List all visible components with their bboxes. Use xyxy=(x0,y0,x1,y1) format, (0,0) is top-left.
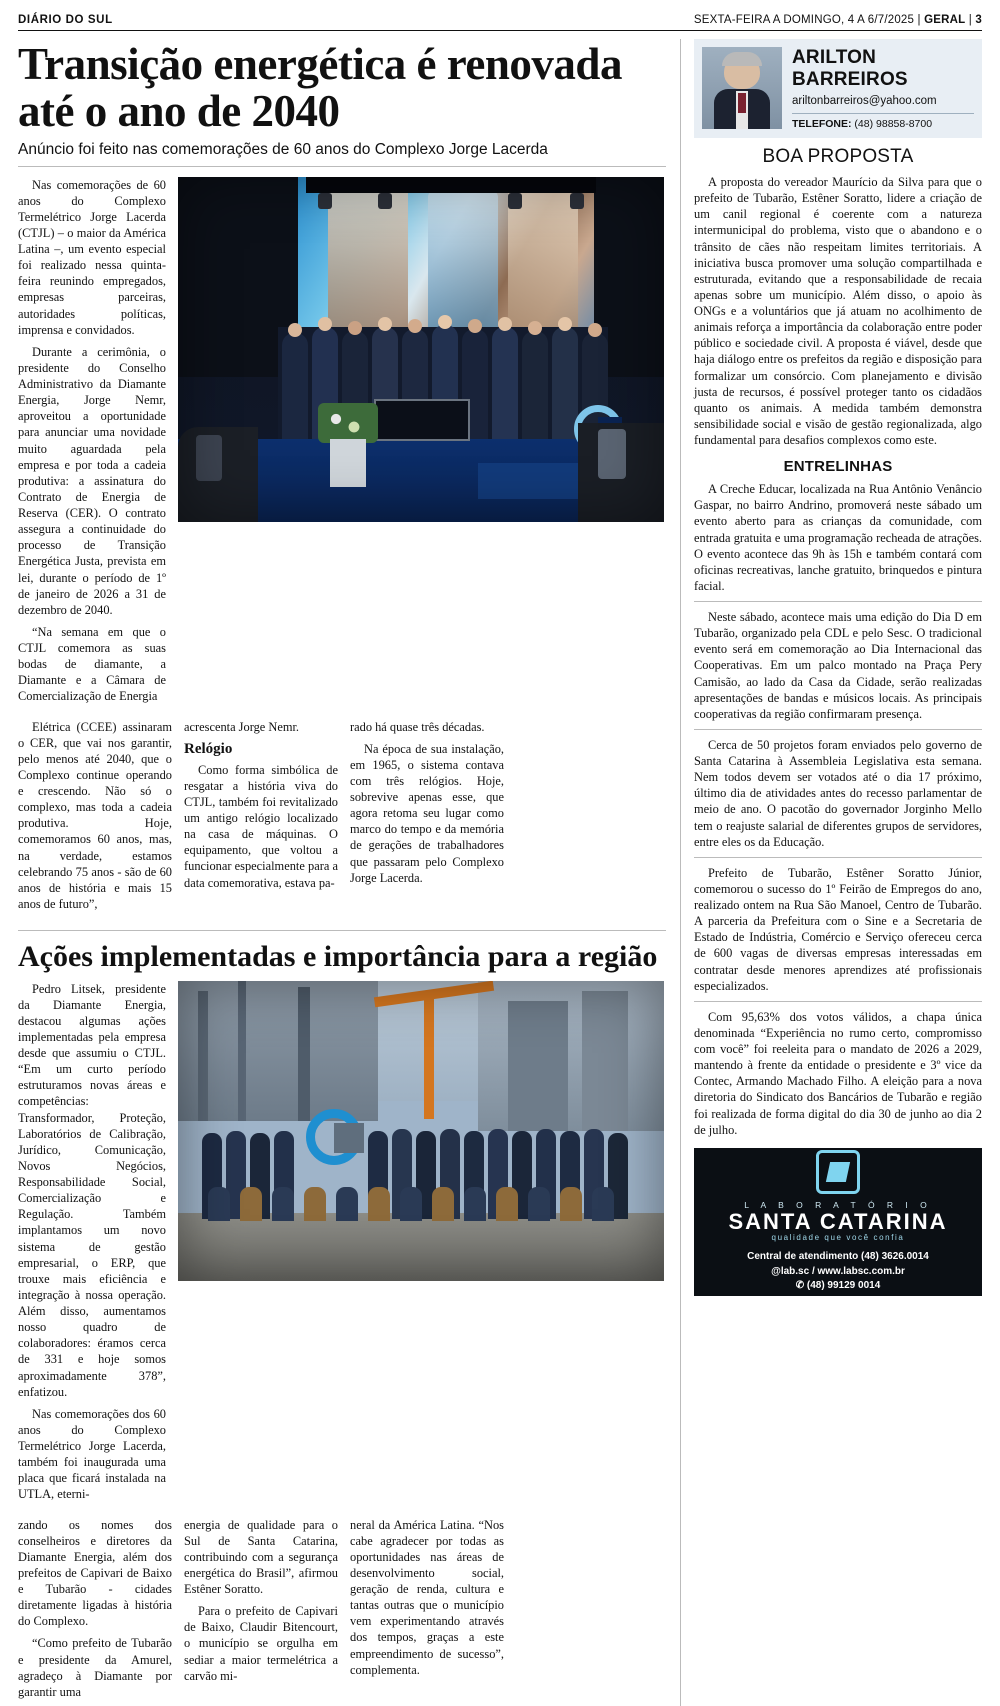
paragraph: rado há quase três décadas. xyxy=(350,719,485,734)
ad-slogan: qualidade que você confia xyxy=(771,1233,905,1243)
page-number: 3 xyxy=(975,14,982,26)
advertisement-lab-santa-catarina[interactable] xyxy=(694,1148,982,1296)
article-top xyxy=(18,177,666,711)
masthead-rule xyxy=(18,30,982,31)
note-divider xyxy=(694,857,982,858)
article-photo-ceremony xyxy=(178,177,664,522)
whatsapp-icon: ✆ xyxy=(795,1280,805,1292)
note-divider xyxy=(694,1001,982,1002)
paragraph: Cerca de 50 projetos foram enviados pelo governo de Santa Catarina à Assembleia Legislativa esta semana. Nem todos devem ser votados até o dia 17 próximo, último dia de atividades antes do recesso parlamentar de meio de ano. O pacotão do governador Jorginho Mello tem o reajuste salarial de diferentes grupos de servidores, entre eles os da Educação. xyxy=(694,737,982,849)
paragraph: Pedro Litsek, presidente da Diamante Energia, destacou algumas ações implementadas pela empresa desde que assumiu o CTJL. “Em um curto período estruturamos novas áreas e competências: Transformador, Proteção, Laboratórios de Calibração, Jurídico, Comunicação, Novos Negócios, Responsabilidade Social, Comercialização e Regulação. Também implantamos um novo sistema de gestão empresarial, o ERP, que trouxe mais eficiência e integração à nossa operação. Além disso, aumentamos nosso quadro de colaboradores: éramos cerca de 331 e hoje somos aproximadamente 378”, enfatizou. xyxy=(18,981,166,1399)
note-divider xyxy=(694,601,982,602)
paragraph: neral da América Latina. “Nos cabe agradecer por todas as oportunidades nas áreas de desenvolvimento social, geração de renda, cultura e tantas outras que o município vem experimentando através dos tempos, graças a este empreendimento de sucesso”, complementa. xyxy=(350,1517,504,1677)
continuation2-col-1 xyxy=(18,1517,172,1706)
columnist-sidebar xyxy=(680,39,982,1706)
article-second xyxy=(18,981,666,1509)
main-column xyxy=(18,39,666,1706)
page-title: Transição energética é renovada até o ano de 2040 xyxy=(18,39,622,136)
paragraph: Prefeito de Tubarão, Estêner Soratto Júnior, comemorou o sucesso do 1º Feirão de Empregos do ano, realizado ontem na Rua São Manoel, Centro de Tubarão. A parceria da Prefeitura com o Sine e a Secretaria de Estado de Indústria, Comércio e Serviço ofereceu cerca de 600 vagas de diversas empresas interessadas em contratar desde menores aprendizes até profissionais especializados. xyxy=(694,865,982,993)
masthead-separator-2: | xyxy=(968,14,972,26)
paragraph: Na época de sua instalação, em 1965, o sistema contava com três relógios. Hoje, sobrevive apenas esse, que agora retoma seu lugar como marco do tempo e da memória de gerações de trabalhadores que passaram pelo Complexo Jorge Lacerda. xyxy=(350,741,504,885)
paragraph: Nas comemorações dos 60 anos do Complexo Termelétrico Jorge Lacerda, também foi inaugurada uma placa que ficará instalada na UTLA, eterni- xyxy=(18,1406,166,1502)
article-top-text-col xyxy=(18,177,166,711)
columnist-phone xyxy=(792,113,974,130)
dateline: SEXTA-FEIRA A DOMINGO, 4 A 6/7/2025 xyxy=(693,14,915,26)
article-photo-group xyxy=(178,981,664,1281)
paragraph: A proposta do vereador Maurício da Silva para que o prefeito de Tubarão, Estêner Soratto, lidere a criação de um canil regional é coerente com a natureza intermunicipal do problema, visto que o abandono e o trânsito de cães não respeitam limites territoriais. A iniciativa busca promover uma solução compartilhada e estruturada, evitando que a responsabilidade de recaia apenas sobre um município. Além disso, o apoio às ONGs e a voluntários que já atuam no acolhimento de animais reforça a importância da colaboração entre poder público e sociedade civil. A proposta é viável, desde que haja diálogo entre os prefeitos da região e disposição para formalizar um consórcio. Com planejamento e divisão justa de recursos, é possível proteger tanto os cidadãos quanto os animais. A medida também demonstra sensibilidade social e visão de gestão regionalizada, algo fundamental para desafios complexos como este. xyxy=(694,175,982,447)
ad-phone: (48) 99129 0014 xyxy=(806,1280,881,1292)
paragraph: Como forma simbólica de resgatar a história viva do CTJL, também foi revitalizado um antigo relógio localizado na casa de máquinas. O equipamento, que voltou a funcionar especialmente para a data comemorativa, estava pa- xyxy=(184,762,338,890)
paragraph: zando os nomes dos conselheiros e diretores da Diamante Energia, além dos prefeitos de Capivari de Baixo e Tubarão - cidades diretamente ligadas à história do Complexo. xyxy=(18,1517,172,1629)
continuation-col-2 xyxy=(184,719,338,919)
ad-contact-line1: Central de atendimento (48) 3626.0014 xyxy=(747,1251,929,1263)
paragraph: acrescenta Jorge Nemr. xyxy=(184,719,300,734)
paragraph: Para o prefeito de Capivari de Baixo, Claudir Bitencourt, o município se orgulha em sediar a maior termelétrica a carvão mi- xyxy=(184,1604,338,1683)
ad-contact xyxy=(747,1250,929,1294)
column-section-title-2: ENTRELINHAS xyxy=(783,458,893,476)
masthead xyxy=(18,14,982,30)
columnist-header xyxy=(694,39,982,138)
phone-number: (48) 98858-8700 xyxy=(854,118,933,130)
paragraph: Durante a cerimônia, o presidente do Conselho Administrativo da Diamante Energia, Jorge Nemr, aproveitou a oportunidade para anunciar uma novidade muito aguardada pela empresa e por toda a cadeia produtiva: a assinatura do Contrato de Energia de Reserva (CER). O contrato assegura a continuidade do processo de Transição Energética Justa, prevista em lei, durante o período de 1º de janeiro de 2026 a 31 de dezembro de 2040. xyxy=(18,344,166,617)
phone-label: TELEFONE: xyxy=(792,118,852,130)
secondary-article-title: Ações implementadas e importância para a região xyxy=(18,930,666,973)
article-subtitle-relogio: Relógio xyxy=(184,740,233,757)
paragraph: A Creche Educar, localizada na Rua Antônio Venâncio Gaspar, no bairro Andrino, promoverá neste sábado um evento aberto para as crianças da comunidade, com entrada gratuita e uma programação recheada de atrações. O evento acontece das 9h às 15h e também contará com oficinas recreativas, lanche gratuito, brinquedos e pintura facial. xyxy=(694,482,982,593)
masthead-separator: | xyxy=(917,14,921,26)
paragraph: “Como prefeito de Tubarão e presidente da Amurel, agradeço à Diamante por garantir uma xyxy=(18,1636,172,1699)
article-second-continuation xyxy=(18,1517,666,1706)
column-section-title-1: BOA PROPOSTA xyxy=(762,146,914,167)
avatar xyxy=(702,47,782,129)
publication-title: DIÁRIO DO SUL xyxy=(18,14,113,26)
paragraph: “Na semana em que o CTJL comemora as suas bodas de diamante, a Diamante e a Câmara de Comercialização de Energia xyxy=(18,624,166,704)
paragraph: Elétrica (CCEE) assinaram o CER, que vai nos garantir, pelo menos até 2040, que o Complexo continue operando e crescendo. Não só o complexo, mas toda a cadeia produtiva. Hoje, comemoramos 60 anos, mas, na verdade, estamos celebrando 75 anos - são de 60 anos de história e mais 15 anos de futuro”, xyxy=(18,719,172,911)
section-label: GERAL xyxy=(924,14,966,26)
masthead-right xyxy=(694,14,982,26)
paragraph: Nas comemorações de 60 anos do Complexo Termelétrico Jorge Lacerda (CTJL) – o maior da América Latina –, um evento especial foi realizado nessa quinta-feira reunindo empregados, empresas parceiras, autoridades políticas, imprensa e convidados. xyxy=(18,177,166,337)
note-divider xyxy=(694,729,982,730)
paragraph: Com 95,63% dos votos válidos, a chapa única denominada “Experiência no rumo certo, compromisso com você” foi reeleita para o mandato de 2026 a 2029, mantendo à frente da entidade o presidente e 3º vice da Contec, Armando Machado Filho. A eleição para a nova diretoria do Sindicato dos Bancários de Tubarão e região foi realizada de forma digital do dia 30 de junho ao dia 2 de julho. xyxy=(694,1009,982,1137)
paragraph: Neste sábado, acontece mais uma edição do Dia D em Tubarão, organizado pela CDL e pelo Sesc. O tradicional evento será em comemoração ao Dia Internacional das Cooperativas. Em um palco montado na Praça Pery Camisão, ao lado da Casa da Cidade, serão realizadas apresentações de bandas e músicos locais. As principais cooperativas da região confirmaram presença. xyxy=(694,610,982,721)
page-grid xyxy=(18,39,982,1706)
ad-brand: SANTA CATARINA xyxy=(728,1208,948,1234)
columnist-email[interactable]: ariltonbarreiros@yahoo.com xyxy=(792,95,937,107)
continuation-col-3 xyxy=(350,719,504,919)
continuation-col-1 xyxy=(18,719,172,919)
columnist-name: ARILTON BARREIROS xyxy=(792,47,908,90)
ad-lab-word: L A B O R A T Ó R I O xyxy=(744,1199,932,1210)
article-subhead: Anúncio foi feito nas comemorações de 60 anos do Complexo Jorge Lacerda xyxy=(18,141,666,167)
paragraph: energia de qualidade para o Sul de Santa Catarina, contribuindo com a segurança energética do Brasil”, afirmou Estêner Soratto. xyxy=(184,1517,338,1597)
ad-contact-line3 xyxy=(747,1279,929,1294)
article-top-continuation xyxy=(18,719,666,919)
lab-logo-icon xyxy=(816,1150,860,1194)
continuation2-col-3 xyxy=(350,1517,504,1706)
continuation2-col-2 xyxy=(184,1517,338,1706)
article-second-text-col xyxy=(18,981,166,1509)
ad-contact-line2: @lab.sc / www.labsc.com.br xyxy=(771,1265,905,1277)
columnist-meta xyxy=(792,47,974,130)
